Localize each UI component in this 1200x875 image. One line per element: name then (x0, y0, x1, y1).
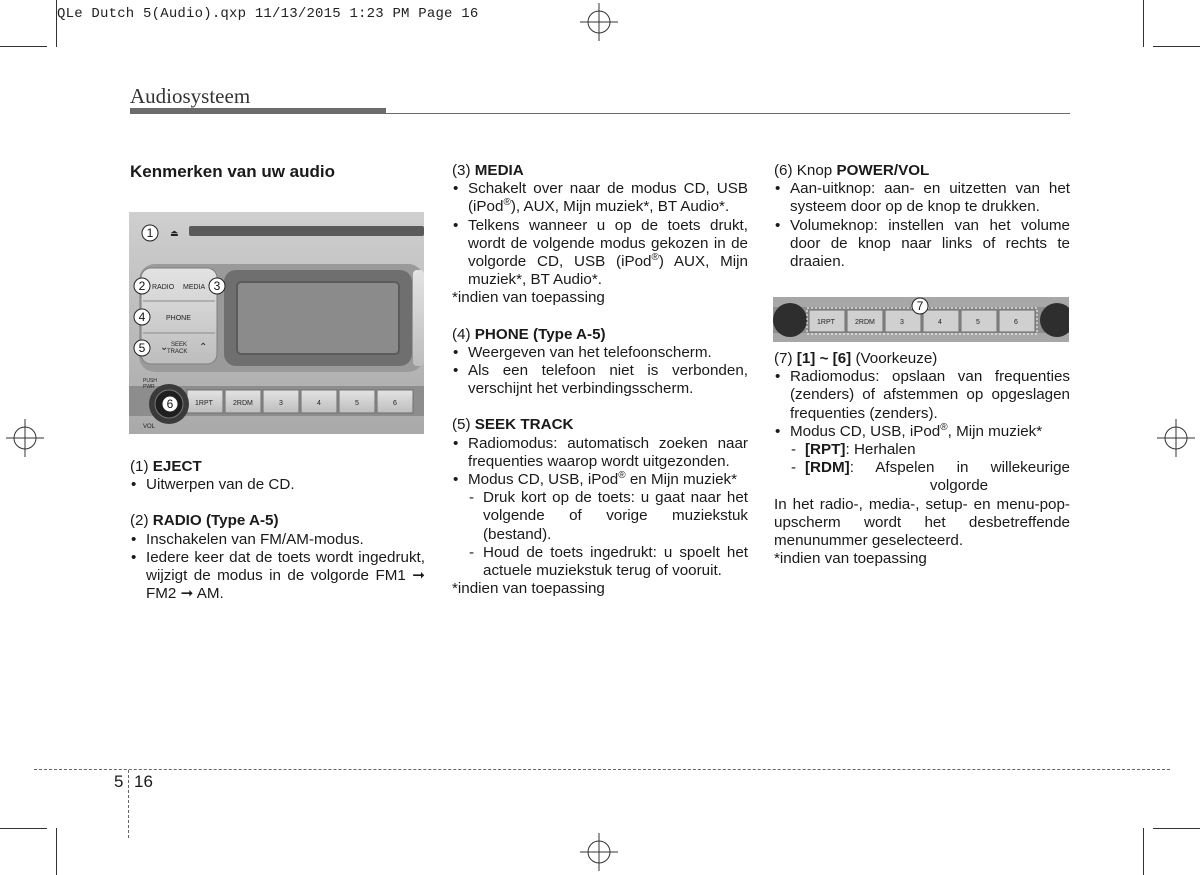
column-3 (774, 162, 1070, 271)
paragraph: In het radio-, media-, setup- en menu-pop-upscherm wordt het desbetreffende menunummer geselecteerd. (774, 495, 1070, 550)
footnote: *indien van toepassing (774, 550, 927, 568)
list-item: • Inschakelen van FM/AM-modus. (130, 531, 425, 549)
list-item: - Houd de toets ingedrukt: u spoelt het actuele muziekstuk terug of vooruit. (468, 544, 748, 580)
registration-mark-icon (580, 833, 618, 871)
footnote: *indien van toepassing (452, 289, 605, 307)
item-5-list (452, 435, 748, 490)
print-slug: QLe Dutch 5(Audio).qxp 11/13/2015 1:23 PM Page 16 (57, 6, 479, 22)
chapter-number: 5 (114, 772, 124, 791)
column-3-text (774, 350, 1070, 568)
list-item: • Modus CD, USB, iPod®, Mijn muziek* (774, 423, 1070, 441)
header-rule-thin (386, 113, 1070, 114)
audio-unit-illustration (129, 212, 424, 434)
trim-mark (1153, 828, 1200, 829)
list-item: - [RPT] : Herhalen (790, 441, 1070, 459)
item-1-list (130, 476, 425, 494)
list-item: • Telkens wanneer u op de toets drukt, wordt de volgende modus gekozen in de volgorde CD, USB (iPod®) AUX, Mijn muziek*, BT Audio*. (452, 217, 748, 290)
list-item: • Volumeknop: instellen van het volume door de knop naar links of rechts te draaien. (774, 217, 1070, 272)
item-5-heading: (5) SEEK TRACK (452, 416, 574, 434)
eject-icon: ⏏ (170, 228, 179, 238)
item-6-heading: (6) Knop POWER/VOL (774, 162, 930, 179)
strip-preset-3: 3 (900, 319, 904, 326)
page-number: 16 (134, 772, 153, 791)
preset-2-label: 2RDM (233, 400, 253, 407)
trim-mark (1153, 46, 1200, 47)
preset-5-label: 5 (355, 400, 359, 407)
callout-6: 6 (166, 397, 174, 411)
item-6-list (774, 180, 1070, 271)
strip-preset-2: 2RDM (855, 319, 875, 326)
list-item: • Radiomodus: automatisch zoeken naar frequenties waarop wordt uitgezonden. (452, 435, 748, 471)
footer-rule (34, 769, 1170, 770)
preset-4-label: 4 (317, 400, 321, 407)
registration-mark-icon (1157, 419, 1195, 457)
preset-1-label: 1RPT (195, 400, 213, 407)
strip-preset-1: 1RPT (817, 319, 835, 326)
callout-2: 2 (138, 279, 146, 293)
list-item: • Schakelt over naar de modus CD, USB (iPod®), AUX, Mijn muziek*, BT Audio*. (452, 180, 748, 216)
callout-1: 1 (146, 226, 154, 240)
list-item: • Aan-uitknop: aan- en uitzetten van het systeem door op de knop te drukken. (774, 180, 1070, 216)
callout-3: 3 (213, 279, 221, 293)
list-item: • Iedere keer dat de toets wordt ingedrukt, wijzigt de modus in de volgorde FM1 ➞ FM2 ➞ AM. (130, 549, 425, 604)
vol-label: VOL (143, 424, 156, 430)
seek-up-icon: ⌃ (199, 342, 208, 353)
phone-key-label: PHONE (166, 315, 191, 322)
item-7-heading: (7) [1] ~ [6] (Voorkeuze) (774, 350, 938, 367)
list-item: • Uitwerpen van de CD. (130, 476, 425, 494)
seek-key-label: SEEK (171, 342, 188, 348)
registration-mark-icon (580, 3, 618, 41)
trim-mark (56, 828, 57, 875)
list-item: • Weergeven van het telefoonscherm. (452, 344, 748, 362)
item-4-heading: (4) PHONE (Type A-5) (452, 325, 606, 343)
header-rule (130, 108, 386, 114)
preset-buttons-illustration (773, 297, 1069, 342)
strip-preset-6: 6 (1014, 319, 1018, 326)
column-2 (452, 162, 748, 598)
callout-4: 4 (138, 310, 146, 324)
column-1-text (130, 458, 425, 603)
list-item: - Druk kort op de toets: u gaat naar het volgende of vorige muziekstuk (bestand). (468, 489, 748, 544)
list-item: • Modus CD, USB, iPod® en Mijn muziek* (452, 471, 748, 489)
item-7-list (774, 368, 1070, 441)
strip-preset-5: 5 (976, 319, 980, 326)
item-2-heading: (2) RADIO (Type A-5) (130, 512, 279, 530)
trim-mark (1143, 0, 1144, 47)
section-title: Audiosysteem (130, 84, 251, 108)
list-item: • Als een telefoon niet is verbonden, verschijnt het verbindingsscherm. (452, 362, 748, 398)
item-7-sublist (774, 441, 1070, 496)
list-item: • Radiomodus: opslaan van frequenties (zenders) of afstemmen op opgeslagen frequenties (zenders). (774, 368, 1070, 423)
list-item: - [RDM] : Afspelen in willekeurige volgorde (790, 459, 1070, 495)
item-3-list (452, 180, 748, 289)
item-1-heading: (1) EJECT (130, 458, 202, 475)
preset-3-label: 3 (279, 400, 283, 407)
footnote: *indien van toepassing (452, 580, 605, 598)
item-2-list (130, 531, 425, 604)
seek-down-icon: ⌄ (160, 342, 169, 353)
trim-mark (56, 0, 57, 47)
push-label: PUSH (143, 378, 157, 384)
registration-mark-icon (6, 419, 44, 457)
trim-mark (0, 828, 47, 829)
trim-mark (1143, 828, 1144, 875)
item-4-list (452, 344, 748, 399)
preset-6-label: 6 (393, 400, 397, 407)
column-1 (130, 163, 425, 181)
callout-5: 5 (138, 341, 146, 355)
strip-preset-4: 4 (938, 319, 942, 326)
trim-mark (0, 46, 47, 47)
radio-key-label: RADIO (152, 284, 175, 291)
track-key-label: TRACK (167, 349, 188, 355)
pwr-label: PWR (143, 384, 155, 390)
item-5-sublist (452, 489, 748, 580)
column-heading: Kenmerken van uw audio (130, 162, 335, 181)
item-3-heading: (3) MEDIA (452, 162, 524, 179)
media-key-label: MEDIA (183, 284, 206, 291)
footer-divider (128, 770, 129, 838)
callout-7: 7 (916, 299, 924, 313)
